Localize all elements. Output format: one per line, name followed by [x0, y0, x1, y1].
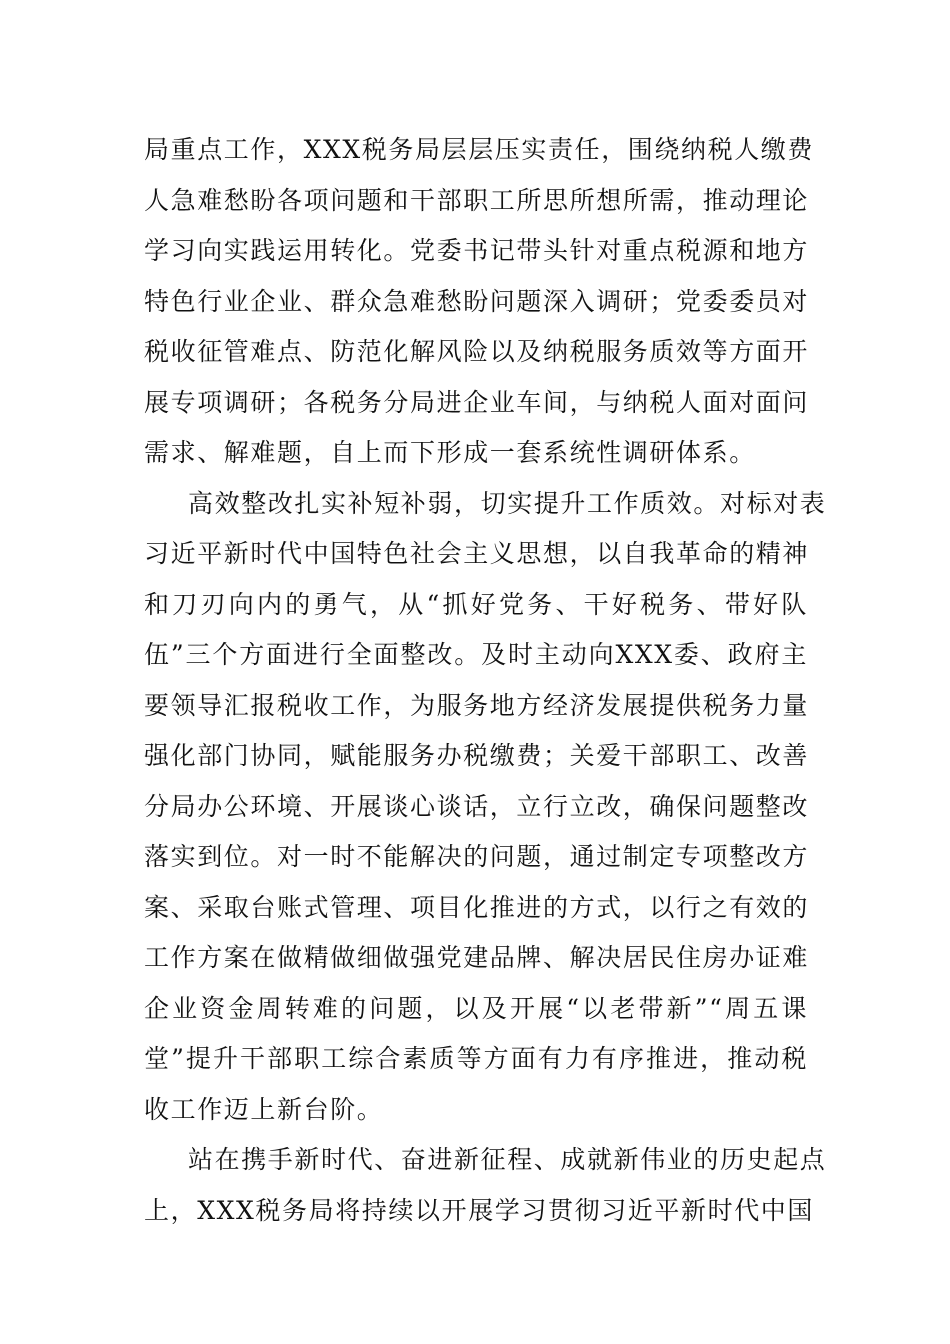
- paragraph-2-line-1: 高效整改扎实补短补弱，切实提升工作质效。对标对表: [188, 488, 827, 518]
- document-body: [144, 125, 827, 1236]
- paragraph-1-line-4: 特色行业企业、群众急难愁盼问题深入调研；党委委员对: [144, 286, 810, 316]
- paragraph-2-line-10: 工作方案在做精做细做强党建品牌、解决居民住房办证难: [144, 943, 810, 972]
- paragraph-3-line-1: 站在携手新时代、奋进新征程、成就新伟业的历史起点: [188, 1145, 827, 1174]
- paragraph-1-line-3: 学习向实践运用转化。党委书记带头针对重点税源和地方: [144, 236, 810, 265]
- paragraph-2-line-7: 分局办公环境、开展谈心谈话，立行立改，确保问题整改: [144, 791, 810, 821]
- paragraph-2-line-4: 伍”三个方面进行全面整改。及时主动向XXX委、政府主: [144, 640, 808, 669]
- paragraph-2-line-5: 要领导汇报税收工作，为服务地方经济发展提供税务力量: [144, 690, 810, 720]
- paragraph-2-line-12: 堂”提升干部职工综合素质等方面有力有序推进，推动税: [144, 1044, 808, 1073]
- paragraph-2-line-8: 落实到位。对一时不能解决的问题，通过制定专项整改方: [144, 842, 810, 871]
- paragraph-2-line-11: 企业资金周转难的问题，以及开展“以老带新”“周五课: [144, 993, 808, 1023]
- paragraph-2-line-3: 和刀刃向内的勇气，从“抓好党务、干好税务、带好队: [144, 589, 808, 619]
- paragraph-1-line-1: 局重点工作，XXX税务局层层压实责任，围绕纳税人缴费: [144, 135, 814, 164]
- paragraph-1-line-5: 税收征管难点、防范化解风险以及纳税服务质效等方面开: [144, 337, 810, 366]
- paragraph-2-line-13: 收工作迈上新台阶。: [144, 1094, 384, 1124]
- paragraph-2-line-2: 习近平新时代中国特色社会主义思想，以自我革命的精神: [144, 539, 810, 568]
- paragraph-2-line-9: 案、采取台账式管理、项目化推进的方式，以行之有效的: [144, 892, 810, 922]
- paragraph-1-line-7: 需求、解难题，自上而下形成一套系统性调研体系。: [144, 438, 756, 467]
- paragraph-1-line-6: 展专项调研；各税务分局进企业车间，与纳税人面对面问: [144, 387, 810, 417]
- paragraph-1-line-2: 人急难愁盼各项问题和干部职工所思所想所需，推动理论: [144, 185, 810, 215]
- paragraph-2-line-6: 强化部门协同，赋能服务办税缴费；关爱干部职工、改善: [144, 741, 810, 770]
- paragraph-3-line-2: 上，XXX税务局将持续以开展学习贯彻习近平新时代中国: [144, 1195, 814, 1225]
